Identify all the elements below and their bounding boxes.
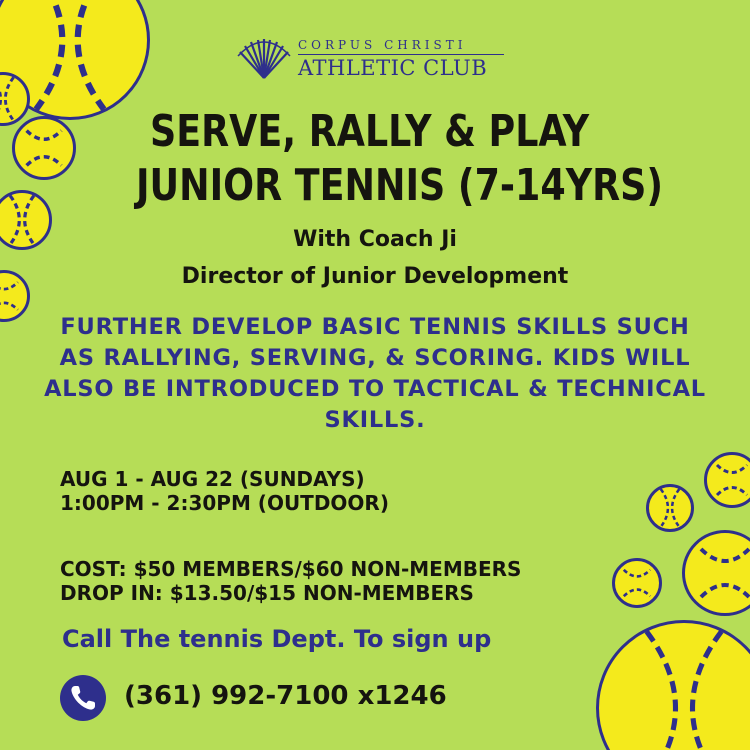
pricing-drop-in: DROP IN: $13.50/$15 NON-MEMBERS	[60, 581, 474, 605]
tennis-ball-icon	[596, 620, 750, 750]
club-logo	[236, 36, 516, 86]
tennis-ball-icon	[12, 116, 76, 180]
logo-bottom-text: ATHLETIC CLUB	[298, 56, 488, 80]
coach-name: With Coach Ji	[293, 227, 457, 252]
phone-number[interactable]: (361) 992-7100 x1246	[124, 681, 447, 711]
headline-line-1: SERVE, RALLY & PLAY	[150, 106, 590, 157]
headline-line-2: JUNIOR TENNIS (7-14YRS)	[136, 160, 664, 211]
schedule-dates: AUG 1 - AUG 22 (SUNDAYS)	[60, 467, 365, 491]
tennis-ball-icon	[0, 72, 30, 126]
pricing-cost: COST: $50 MEMBERS/$60 NON-MEMBERS	[60, 557, 522, 581]
call-to-action: Call The tennis Dept. To sign up	[62, 625, 492, 653]
schedule-time: 1:00PM - 2:30PM (OUTDOOR)	[60, 491, 389, 515]
logo-divider	[298, 54, 504, 55]
phone-icon[interactable]	[60, 675, 106, 721]
tennis-ball-icon	[704, 452, 750, 508]
logo-top-text: CORPUS CHRISTI	[298, 38, 467, 52]
program-description: FURTHER DEVELOP BASIC TENNIS SKILLS SUCH AS RALLYING, SERVING, & SCORING. KIDS WILL ALSO BE INTRODUCED TO TACTICAL & TECHNICAL SKILLS.	[44, 314, 706, 433]
coach-title: Director of Junior Development	[181, 264, 569, 289]
tennis-ball-icon	[646, 484, 694, 532]
tennis-ball-icon	[612, 558, 662, 608]
shell-icon	[236, 38, 292, 82]
tennis-ball-icon	[682, 530, 750, 616]
